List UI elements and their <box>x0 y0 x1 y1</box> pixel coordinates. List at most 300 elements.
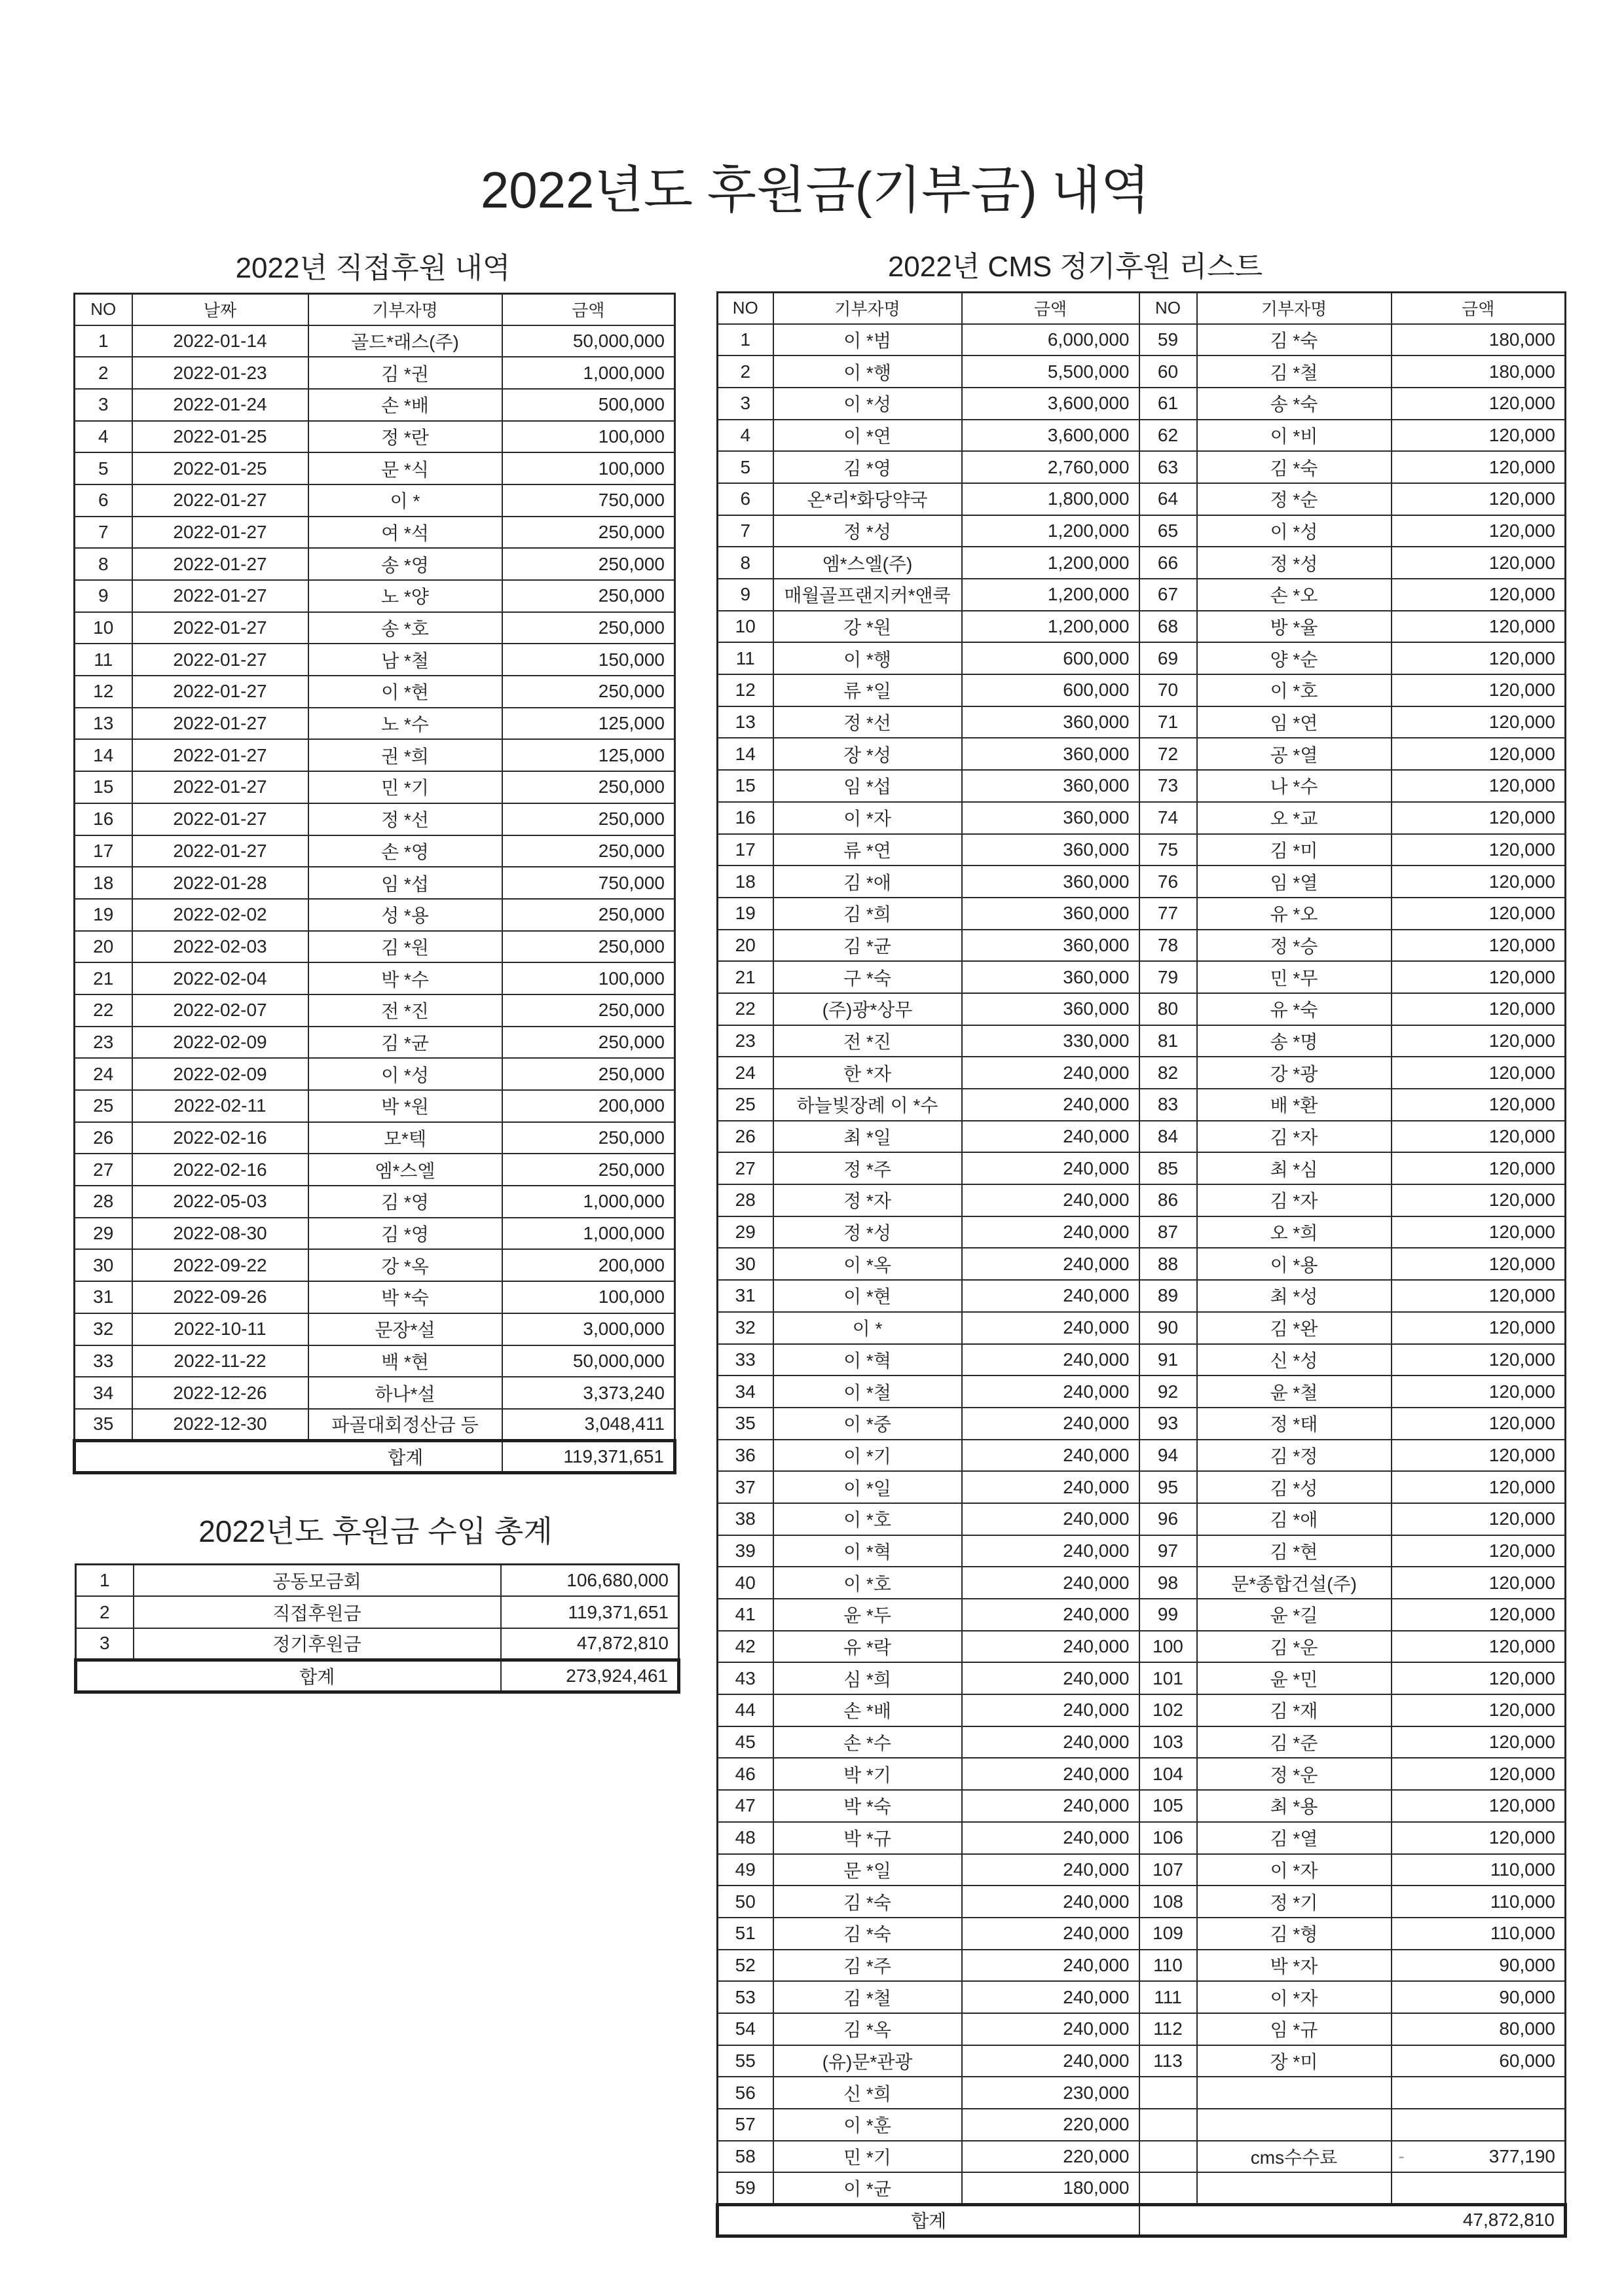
row-no: 19 <box>75 899 132 931</box>
table-row <box>75 676 675 708</box>
table-row <box>718 642 1566 674</box>
table-row <box>75 484 675 517</box>
row-no: 55 <box>718 2045 773 2077</box>
row-amount: 120,000 <box>1392 1089 1566 1121</box>
row-donor: 김 *재 <box>1197 1694 1392 1726</box>
row-amount <box>1392 2077 1566 2109</box>
table-row <box>718 1057 1566 1089</box>
table-row <box>718 1216 1566 1248</box>
table-row <box>75 994 675 1027</box>
row-date: 2022-01-27 <box>132 548 308 580</box>
table-row <box>718 770 1566 802</box>
row-no <box>1139 2172 1197 2204</box>
total-amount: 119,371,651 <box>502 1441 675 1473</box>
row-donor: 정 *성 <box>773 1216 962 1248</box>
row-donor: 류 *일 <box>773 674 962 706</box>
row-donor: 윤 *철 <box>1197 1376 1392 1408</box>
row-donor: 이 *자 <box>773 802 962 834</box>
table-row <box>718 1440 1566 1472</box>
row-amount: 250,000 <box>502 994 675 1027</box>
row-donor: 류 *연 <box>773 834 962 866</box>
row-no: 102 <box>1139 1694 1197 1726</box>
row-no: 71 <box>1139 706 1197 738</box>
row-amount: 125,000 <box>502 708 675 740</box>
row-donor: 강 *옥 <box>308 1249 502 1281</box>
table-row <box>76 1596 679 1628</box>
row-no: 107 <box>1139 1854 1197 1886</box>
row-donor: 백 *현 <box>308 1345 502 1377</box>
row-date: 2022-12-30 <box>132 1409 308 1441</box>
row-amount: 240,000 <box>962 1822 1139 1854</box>
table-row <box>718 1726 1566 1758</box>
row-donor: 이 *혁 <box>773 1535 962 1567</box>
row-donor: 오 *교 <box>1197 802 1392 834</box>
table-row <box>718 866 1566 898</box>
row-no: 20 <box>718 930 773 962</box>
row-date: 2022-02-09 <box>132 1027 308 1059</box>
row-amount: 120,000 <box>1392 579 1566 611</box>
row-donor: 박 *규 <box>773 1822 962 1854</box>
row-amount: 250,000 <box>502 931 675 963</box>
row-donor: 민 *기 <box>773 2141 962 2173</box>
row-amount: 250,000 <box>502 1154 675 1186</box>
row-no: 28 <box>75 1186 132 1218</box>
row-donor: 박 *기 <box>773 1758 962 1790</box>
row-no: 64 <box>1139 483 1197 515</box>
table-row <box>718 1025 1566 1057</box>
row-donor: 이 *호 <box>1197 674 1392 706</box>
row-donor: 윤 *길 <box>1197 1599 1392 1631</box>
row-no: 15 <box>718 770 773 802</box>
row-no: 80 <box>1139 993 1197 1025</box>
total-amount: 47,872,810 <box>1139 2204 1566 2236</box>
row-donor: 최 *성 <box>1197 1280 1392 1312</box>
row-no: 86 <box>1139 1184 1197 1216</box>
row-amount: 120,000 <box>1392 1662 1566 1694</box>
row-no: 105 <box>1139 1790 1197 1822</box>
row-amount: 120,000 <box>1392 388 1566 420</box>
row-no: 7 <box>718 515 773 547</box>
row-donor: 심 *희 <box>773 1662 962 1694</box>
table-row <box>718 738 1566 770</box>
row-donor: 박 *원 <box>308 1090 502 1122</box>
row-amount: 240,000 <box>962 1344 1139 1376</box>
row-donor: (유)문*관광 <box>773 2045 962 2077</box>
table-row <box>75 1154 675 1186</box>
row-date: 2022-01-28 <box>132 867 308 899</box>
row-donor: 이 *행 <box>773 355 962 388</box>
table-row <box>718 1662 1566 1694</box>
row-donor: 김 *숙 <box>773 1886 962 1918</box>
row-donor: 손 *배 <box>308 389 502 421</box>
table-row <box>718 1503 1566 1535</box>
fee-value: 377,190 <box>1488 2146 1555 2167</box>
row-donor: 이 *연 <box>773 420 962 452</box>
row-donor: 김 *균 <box>773 930 962 962</box>
row-donor: 박 *자 <box>1197 1950 1392 1982</box>
row-donor: 임 *열 <box>1197 866 1392 898</box>
row-no: 87 <box>1139 1216 1197 1248</box>
row-amount: 100,000 <box>502 1281 675 1313</box>
row-no: 76 <box>1139 866 1197 898</box>
row-donor: 유 *락 <box>773 1631 962 1663</box>
row-donor: 박 *수 <box>308 962 502 994</box>
row-donor: 민 *무 <box>1197 961 1392 993</box>
row-donor: 모*텍 <box>308 1122 502 1154</box>
row-date: 2022-01-27 <box>132 644 308 676</box>
row-no: 30 <box>718 1248 773 1280</box>
row-no: 72 <box>1139 738 1197 770</box>
row-amount: 240,000 <box>962 1567 1139 1599</box>
row-donor: 매월골프랜지커*앤쿡 <box>773 579 962 611</box>
row-no: 18 <box>718 866 773 898</box>
row-no: 36 <box>718 1440 773 1472</box>
row-donor: 이 *훈 <box>773 2109 962 2141</box>
row-no: 34 <box>75 1377 132 1409</box>
row-no: 13 <box>75 708 132 740</box>
row-date: 2022-01-23 <box>132 357 308 389</box>
row-donor: 이 *중 <box>773 1408 962 1440</box>
row-amount: 240,000 <box>962 1184 1139 1216</box>
row-date: 2022-01-27 <box>132 708 308 740</box>
row-donor: 골드*래스(주) <box>308 325 502 357</box>
table-row <box>76 1628 679 1660</box>
row-no: 91 <box>1139 1344 1197 1376</box>
table-row <box>718 611 1566 643</box>
row-donor: 이 *일 <box>773 1471 962 1503</box>
row-donor: 문*종합건설(주) <box>1197 1567 1392 1599</box>
table-row <box>75 389 675 421</box>
row-donor: 임 *규 <box>1197 2013 1392 2045</box>
table-row <box>718 451 1566 483</box>
row-date: 2022-02-11 <box>132 1090 308 1122</box>
row-donor: 여 *석 <box>308 517 502 549</box>
table-row <box>718 1344 1566 1376</box>
row-date: 2022-12-26 <box>132 1377 308 1409</box>
row-no: 35 <box>75 1409 132 1441</box>
row-donor: 이 *현 <box>773 1280 962 1312</box>
row-amount: 106,680,000 <box>501 1565 679 1597</box>
row-amount: 240,000 <box>962 1694 1139 1726</box>
row-amount: 240,000 <box>962 1886 1139 1918</box>
row-no: 50 <box>718 1886 773 1918</box>
row-donor: 손 *수 <box>773 1726 962 1758</box>
table-row <box>75 452 675 484</box>
row-no: 17 <box>75 835 132 867</box>
row-no: 9 <box>718 579 773 611</box>
row-donor: 이 *성 <box>1197 515 1392 547</box>
row-no: 10 <box>75 612 132 644</box>
row-date: 2022-10-11 <box>132 1313 308 1345</box>
row-donor: 정 *기 <box>1197 1886 1392 1918</box>
header-donor: 기부자명 <box>308 294 502 325</box>
row-no: 26 <box>718 1121 773 1153</box>
total-amount: 273,924,461 <box>501 1660 679 1692</box>
row-donor: 이 *성 <box>773 388 962 420</box>
row-no: 16 <box>75 803 132 835</box>
row-donor: 이 *기 <box>773 1440 962 1472</box>
table-row <box>718 1599 1566 1631</box>
table-row <box>75 580 675 612</box>
total-row <box>75 1441 675 1473</box>
row-no: 70 <box>1139 674 1197 706</box>
row-amount: 120,000 <box>1392 1025 1566 1057</box>
row-donor: 하나*설 <box>308 1377 502 1409</box>
row-no: 100 <box>1139 1631 1197 1663</box>
row-no: 22 <box>718 993 773 1025</box>
row-donor: 김 *옥 <box>773 2013 962 2045</box>
row-no: 6 <box>75 484 132 517</box>
header-amount: 금액 <box>502 294 675 325</box>
table-row <box>718 388 1566 420</box>
row-no: 93 <box>1139 1408 1197 1440</box>
table-row <box>718 355 1566 388</box>
row-no: 59 <box>718 2172 773 2204</box>
row-amount: 47,872,810 <box>501 1628 679 1660</box>
table-header-row <box>75 294 675 325</box>
cms-fee-amount <box>1392 2141 1566 2173</box>
row-amount: 120,000 <box>1392 1758 1566 1790</box>
row-no: 85 <box>1139 1152 1197 1184</box>
row-amount: 120,000 <box>1392 993 1566 1025</box>
row-amount: 120,000 <box>1392 1567 1566 1599</box>
row-amount: 110,000 <box>1392 1918 1566 1950</box>
row-donor: 김 *애 <box>773 866 962 898</box>
row-donor: 송 *영 <box>308 548 502 580</box>
total-row <box>718 2204 1566 2236</box>
table-row <box>718 706 1566 738</box>
row-donor: 김 *숙 <box>773 1918 962 1950</box>
row-donor: 전 *진 <box>308 994 502 1027</box>
row-amount: 250,000 <box>502 803 675 835</box>
row-amount: 240,000 <box>962 1440 1139 1472</box>
direct-donation-title: 2022년 직접후원 내역 <box>235 252 511 284</box>
row-no: 1 <box>718 324 773 356</box>
row-no: 24 <box>75 1058 132 1090</box>
table-row <box>718 1950 1566 1982</box>
row-no: 101 <box>1139 1662 1197 1694</box>
row-amount: 1,200,000 <box>962 611 1139 643</box>
row-donor: (주)광*상무 <box>773 993 962 1025</box>
row-no: 39 <box>718 1535 773 1567</box>
table-row <box>718 1822 1566 1854</box>
row-donor: 임 *섭 <box>308 867 502 899</box>
row-donor: 이 *균 <box>773 2172 962 2204</box>
row-no: 61 <box>1139 388 1197 420</box>
row-amount: 360,000 <box>962 866 1139 898</box>
row-amount: 120,000 <box>1392 451 1566 483</box>
row-donor: 이 *옥 <box>773 1248 962 1280</box>
row-donor: 정 *승 <box>1197 930 1392 962</box>
row-no: 68 <box>1139 611 1197 643</box>
row-amount: 120,000 <box>1392 1057 1566 1089</box>
table-row <box>75 612 675 644</box>
row-donor: 김 *균 <box>308 1027 502 1059</box>
row-amount: 240,000 <box>962 1790 1139 1822</box>
row-amount: 3,048,411 <box>502 1409 675 1441</box>
row-amount: 120,000 <box>1392 1822 1566 1854</box>
row-amount: 90,000 <box>1392 1981 1566 2013</box>
row-date: 2022-01-25 <box>132 421 308 453</box>
row-no: 97 <box>1139 1535 1197 1567</box>
table-row <box>75 867 675 899</box>
row-amount: 250,000 <box>502 612 675 644</box>
row-amount: 360,000 <box>962 961 1139 993</box>
row-no: 92 <box>1139 1376 1197 1408</box>
row-amount: 120,000 <box>1392 547 1566 579</box>
row-amount: 120,000 <box>1392 1440 1566 1472</box>
row-amount: 600,000 <box>962 674 1139 706</box>
row-amount: 250,000 <box>502 835 675 867</box>
row-donor: 박 *숙 <box>773 1790 962 1822</box>
row-amount: 360,000 <box>962 770 1139 802</box>
row-donor: 정 *태 <box>1197 1408 1392 1440</box>
table-row <box>75 1281 675 1313</box>
row-no: 21 <box>75 962 132 994</box>
row-no: 44 <box>718 1694 773 1726</box>
header-amount: 금액 <box>1392 293 1566 324</box>
table-row <box>718 1280 1566 1312</box>
row-amount: 110,000 <box>1392 1854 1566 1886</box>
header-donor: 기부자명 <box>773 293 962 324</box>
row-no: 5 <box>718 451 773 483</box>
row-amount: 120,000 <box>1392 898 1566 930</box>
table-row <box>718 1918 1566 1950</box>
row-amount: 240,000 <box>962 1535 1139 1567</box>
income-summary-table <box>74 1563 680 1694</box>
total-label: 합계 <box>718 2204 1139 2236</box>
row-no: 7 <box>75 517 132 549</box>
row-no: 40 <box>718 1567 773 1599</box>
row-donor: 유 *숙 <box>1197 993 1392 1025</box>
row-donor: 김 *주 <box>773 1950 962 1982</box>
row-donor: 손 *오 <box>1197 579 1392 611</box>
row-no: 95 <box>1139 1471 1197 1503</box>
row-amount: 250,000 <box>502 517 675 549</box>
row-amount: 120,000 <box>1392 1408 1566 1440</box>
row-amount: 750,000 <box>502 484 675 517</box>
row-donor: 송 *숙 <box>1197 388 1392 420</box>
row-amount: 240,000 <box>962 1057 1139 1089</box>
row-date: 2022-02-04 <box>132 962 308 994</box>
row-date: 2022-01-27 <box>132 580 308 612</box>
row-donor: 임 *연 <box>1197 706 1392 738</box>
row-amount: 240,000 <box>962 1918 1139 1950</box>
row-no: 83 <box>1139 1089 1197 1121</box>
row-donor: 노 *양 <box>308 580 502 612</box>
row-donor: 정 *운 <box>1197 1758 1392 1790</box>
row-donor: 구 *숙 <box>773 961 962 993</box>
table-row <box>718 1408 1566 1440</box>
row-amount: 240,000 <box>962 2013 1139 2045</box>
table-row <box>75 1249 675 1281</box>
row-donor: 파골대회정산금 등 <box>308 1409 502 1441</box>
row-no: 56 <box>718 2077 773 2109</box>
table-row <box>718 1248 1566 1280</box>
row-amount: 120,000 <box>1392 770 1566 802</box>
row-category: 직접후원금 <box>134 1596 501 1628</box>
row-no: 59 <box>1139 324 1197 356</box>
table-row <box>718 1121 1566 1153</box>
row-donor: 신 *성 <box>1197 1344 1392 1376</box>
row-donor: 정 *주 <box>773 1152 962 1184</box>
row-amount: 120,000 <box>1392 1248 1566 1280</box>
cms-fee-label: cms수수료 <box>1197 2141 1392 2173</box>
total-row <box>76 1660 679 1692</box>
total-label: 합계 <box>76 1660 501 1692</box>
row-donor: 정 *자 <box>773 1184 962 1216</box>
row-no: 67 <box>1139 579 1197 611</box>
row-amount: 120,000 <box>1392 1726 1566 1758</box>
row-amount: 180,000 <box>962 2172 1139 2204</box>
row-no: 25 <box>75 1090 132 1122</box>
row-no: 42 <box>718 1631 773 1663</box>
table-row <box>75 708 675 740</box>
row-no: 13 <box>718 706 773 738</box>
row-amount: 120,000 <box>1392 930 1566 962</box>
row-amount: 250,000 <box>502 771 675 803</box>
row-date: 2022-02-16 <box>132 1122 308 1154</box>
row-amount <box>1392 2172 1566 2204</box>
table-row <box>718 961 1566 993</box>
row-date: 2022-01-27 <box>132 676 308 708</box>
row-donor: 양 *순 <box>1197 642 1392 674</box>
row-no: 73 <box>1139 770 1197 802</box>
row-no: 20 <box>75 931 132 963</box>
row-date: 2022-01-27 <box>132 771 308 803</box>
row-donor: 김 *숙 <box>1197 324 1392 356</box>
row-donor: 이 * <box>308 484 502 517</box>
row-amount: 120,000 <box>1392 961 1566 993</box>
row-amount: 220,000 <box>962 2141 1139 2173</box>
row-amount: 3,600,000 <box>962 420 1139 452</box>
table-row <box>75 1345 675 1377</box>
row-no: 27 <box>718 1152 773 1184</box>
row-no: 37 <box>718 1471 773 1503</box>
row-no: 96 <box>1139 1503 1197 1535</box>
table-row <box>718 515 1566 547</box>
row-no: 1 <box>75 325 132 357</box>
row-donor: 김 *완 <box>1197 1312 1392 1344</box>
row-amount: 220,000 <box>962 2109 1139 2141</box>
row-amount: 120,000 <box>1392 834 1566 866</box>
row-no: 9 <box>75 580 132 612</box>
row-donor: 김 *철 <box>773 1981 962 2013</box>
row-amount: 110,000 <box>1392 1886 1566 1918</box>
row-donor: 강 *광 <box>1197 1057 1392 1089</box>
row-amount: 100,000 <box>502 962 675 994</box>
row-no: 29 <box>75 1218 132 1250</box>
row-donor: 노 *수 <box>308 708 502 740</box>
row-amount: 1,200,000 <box>962 547 1139 579</box>
row-amount: 250,000 <box>502 1122 675 1154</box>
row-no: 78 <box>1139 930 1197 962</box>
table-row <box>718 483 1566 515</box>
table-row <box>718 1312 1566 1344</box>
table-row <box>75 835 675 867</box>
row-amount: 240,000 <box>962 1631 1139 1663</box>
row-donor: 이 *자 <box>1197 1854 1392 1886</box>
row-no: 82 <box>1139 1057 1197 1089</box>
table-row <box>718 547 1566 579</box>
row-no: 38 <box>718 1503 773 1535</box>
row-amount: 120,000 <box>1392 611 1566 643</box>
row-amount: 1,000,000 <box>502 1186 675 1218</box>
row-date: 2022-02-02 <box>132 899 308 931</box>
row-amount: 120,000 <box>1392 738 1566 770</box>
row-amount: 240,000 <box>962 1854 1139 1886</box>
table-row <box>75 899 675 931</box>
